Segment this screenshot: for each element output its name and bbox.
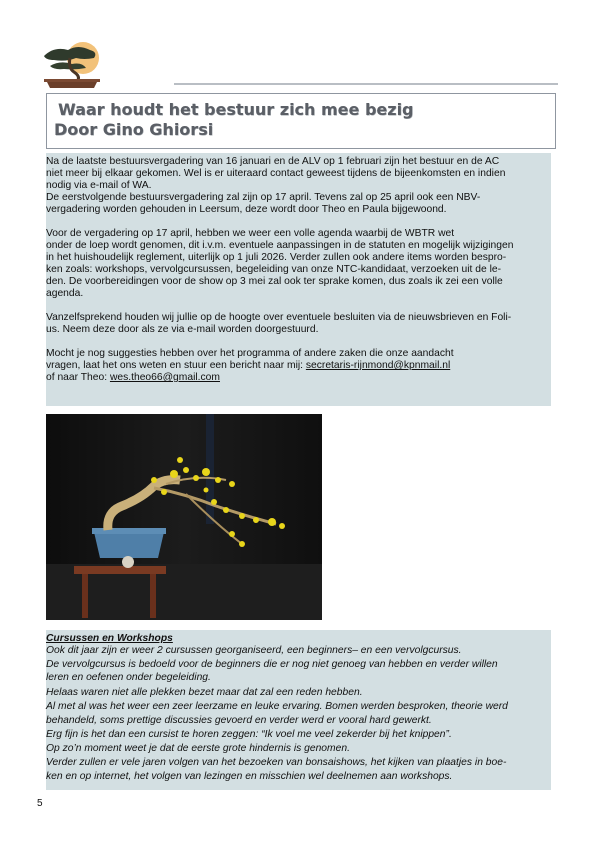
article-title-box bbox=[46, 93, 556, 149]
intro-line: Mocht je nog suggesties hebben over het programma of andere zaken die onze aandacht bbox=[46, 348, 454, 359]
intro-line: nodig via e-mail of WA. bbox=[46, 180, 152, 191]
courses-heading: Cursussen en Workshops bbox=[46, 633, 173, 644]
page-number: 5 bbox=[37, 798, 43, 809]
courses-line: Ook dit jaar zijn er weer 2 cursussen georganiseerd, een beginners– en een vervolgcursus. bbox=[46, 645, 462, 656]
courses-line: Helaas waren niet alle plekken bezet maar dat zal een reden hebben. bbox=[46, 687, 363, 698]
intro-line: Vanzelfsprekend houden wij jullie op de hoogte over eventuele besluiten via de nieuwsbrieven en Foli- bbox=[46, 312, 512, 323]
intro-text-box bbox=[46, 153, 551, 406]
intro-line: ken zoals: workshops, vervolgcursussen, begeleiding van onze NTC-kandidaat, verzoeken uit de le- bbox=[46, 264, 502, 275]
intro-line: niet meer bij elkaar gekomen. Wel is er uiteraard contact geweest tijdens de bijeenkomsten en indien bbox=[46, 168, 506, 179]
intro-line: us. Neem deze door als ze via e-mail worden doorgestuurd. bbox=[46, 324, 319, 335]
intro-line: vergadering worden gehouden in Leersum, deze wordt door Theo en Paula bijgewoond. bbox=[46, 204, 447, 215]
email-link-secretaris[interactable]: secretaris-rijnmond@kpnmail.nl bbox=[305, 360, 451, 371]
intro-line: agenda. bbox=[46, 288, 84, 299]
vragen-text: vragen, laat het ons weten en stuur een bericht naar mij: bbox=[46, 360, 306, 371]
header-divider bbox=[174, 83, 558, 85]
bonsai-logo-icon bbox=[40, 38, 106, 90]
courses-line: De vervolgcursus is bedoeld voor de beginners die er nog niet genoeg van hebben en verder willen bbox=[46, 659, 498, 670]
courses-line: leren en oefenen onder begeleiding. bbox=[46, 672, 211, 683]
intro-line: onder de loep wordt genomen, dit i.v.m. eventuele aanpassingen in de statuten en mogelijk wijzigingen bbox=[46, 240, 514, 251]
courses-line: ken en op internet, het volgen van lezingen en misschien wel deelnemen aan workshops. bbox=[46, 771, 453, 782]
courses-text-box bbox=[46, 630, 551, 790]
courses-line: Verder zullen er vele jaren volgen van het bezoeken van bonsaishows, het kijken van plaatjes in boe- bbox=[46, 757, 507, 768]
intro-line: den. De voorbereidingen voor de show op 3 mei zal ook ter sprake komen, dus zoals ik zei een volle bbox=[46, 276, 503, 287]
article-author: Door Gino Ghiorsi bbox=[54, 120, 214, 139]
article-title: Waar houdt het bestuur zich mee bezig bbox=[58, 100, 414, 119]
email-link-theo[interactable]: wes.theo66@gmail.com bbox=[109, 372, 220, 383]
intro-line: Voor de vergadering op 17 april, hebben we weer een volle agenda waarbij de WBTR wet bbox=[46, 228, 455, 239]
courses-line: Erg fijn is het dan een cursist te horen zeggen: “Ik voel me veel zekerder bij het knippen”. bbox=[46, 729, 452, 740]
courses-line: behandeld, soms prettige discussies gevoerd en verder werd er vooral hard gewerkt. bbox=[46, 715, 432, 726]
bonsai-photo bbox=[46, 414, 322, 620]
intro-line-vragen bbox=[46, 360, 450, 372]
intro-line: in het huishoudelijk reglement, uiterlijk op 1 juli 2026. Verder zullen ook andere items worden bespro- bbox=[46, 252, 507, 263]
intro-line: De eerstvolgende bestuursvergadering zal zijn op 17 april. Tevens zal op 25 april ook een NBV- bbox=[46, 192, 481, 203]
theo-text: of naar Theo: bbox=[46, 372, 110, 383]
intro-line: Na de laatste bestuursvergadering van 16 januari en de ALV op 1 februari zijn het bestuur en de AC bbox=[46, 156, 500, 167]
courses-line: Al met al was het weer een zeer leerzame en leuke ervaring. Bomen werden besproken, theorie werd bbox=[46, 701, 508, 712]
intro-line-theo bbox=[46, 372, 220, 384]
courses-line: Op zo’n moment weet je dat de eerste grote hindernis is genomen. bbox=[46, 743, 350, 754]
